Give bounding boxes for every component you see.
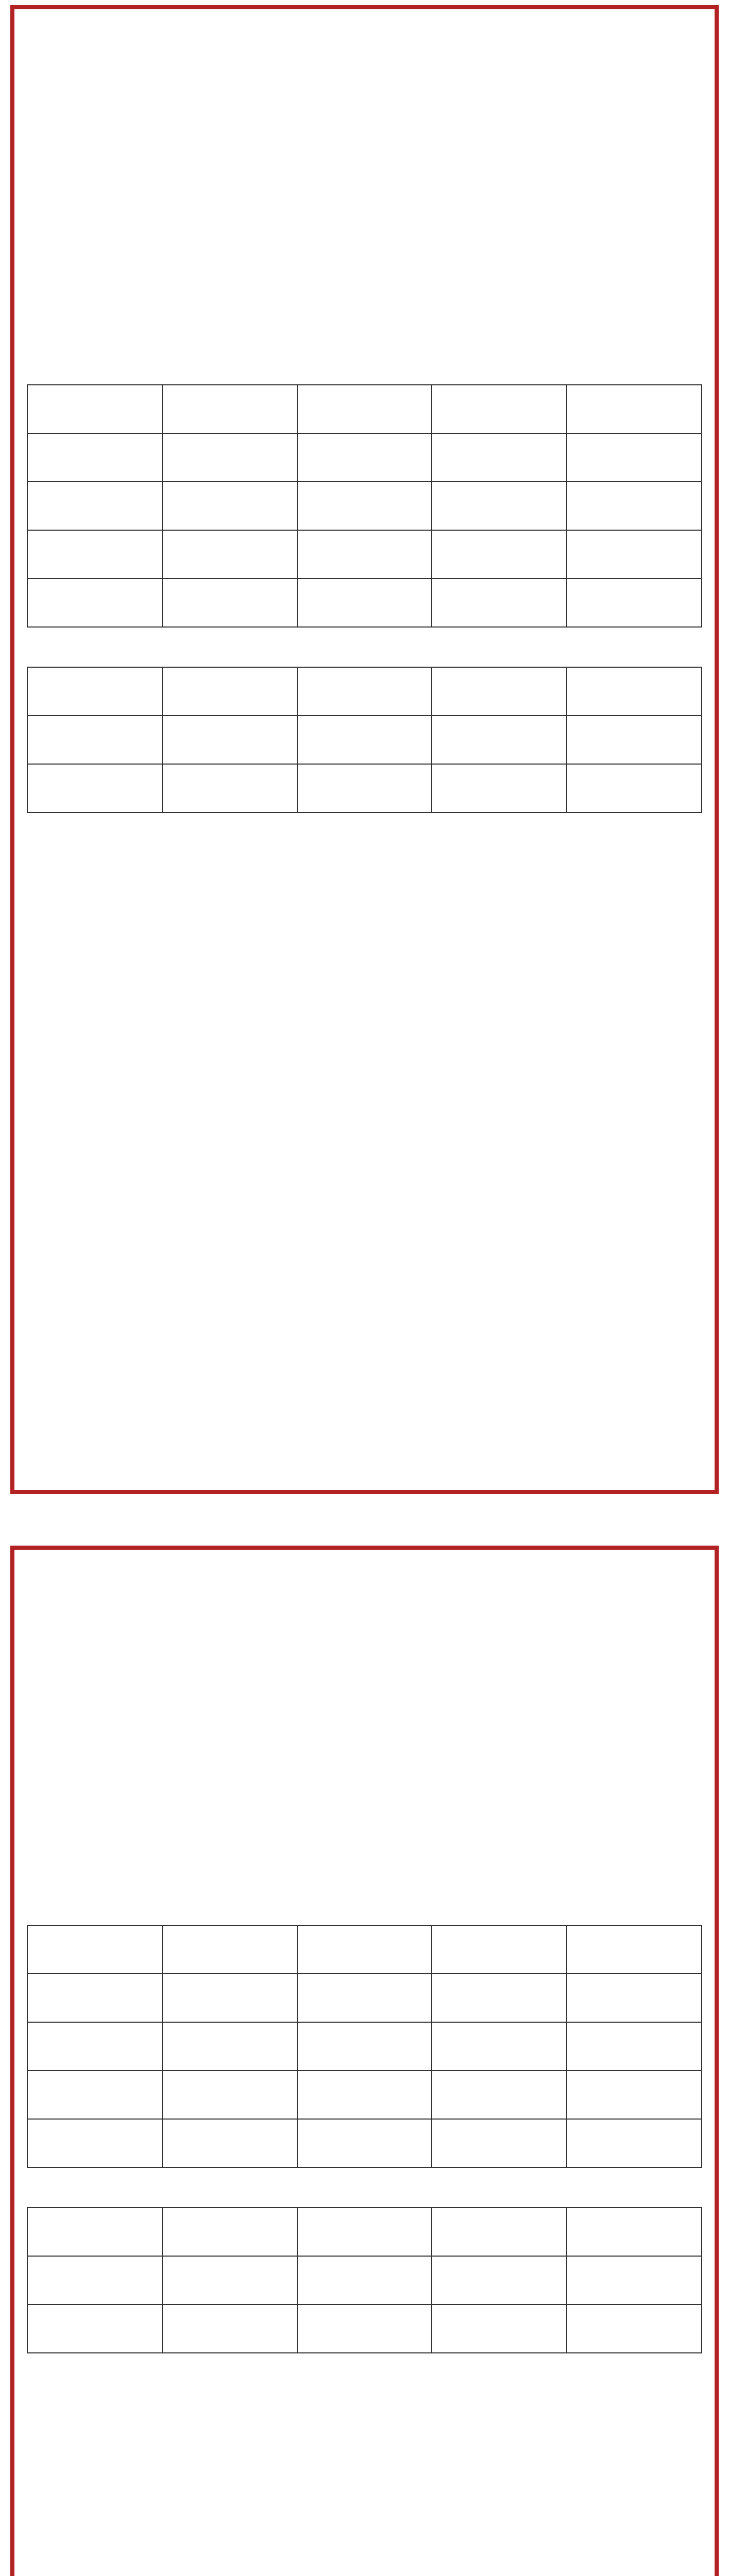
auction-url[interactable] — [27, 822, 702, 851]
property-table — [27, 384, 702, 628]
notice-footer — [27, 858, 702, 948]
notice-1 — [10, 5, 719, 1494]
notice-title — [27, 1564, 702, 1626]
share-table — [27, 2207, 702, 2353]
auction-url[interactable] — [27, 2363, 702, 2392]
notice-body — [27, 96, 702, 375]
notice-title — [27, 24, 702, 86]
notice-body — [27, 1636, 702, 1916]
share-heading — [27, 637, 702, 657]
share-heading — [27, 2177, 702, 2198]
share-table — [27, 667, 702, 813]
notice-2 — [10, 1546, 719, 2576]
notice-footer — [27, 2399, 702, 2488]
property-table — [27, 1925, 702, 2168]
